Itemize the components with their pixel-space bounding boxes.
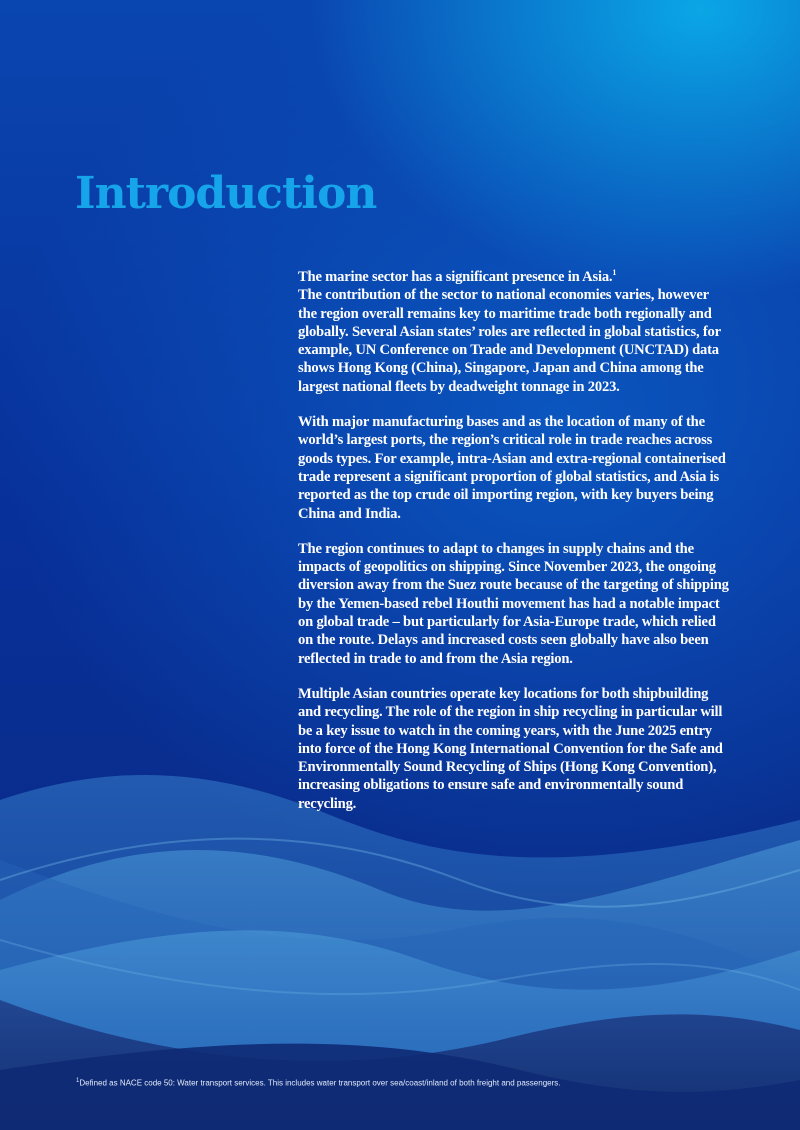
page-title: Introduction	[75, 168, 377, 219]
paragraph-1-lead: The marine sector has a significant presence in Asia.	[298, 269, 613, 285]
footnote-reference: 1	[612, 268, 617, 278]
paragraph-4: Multiple Asian countries operate key locations for both shipbuilding and recycling. The role of the region in ship recycling in particular will be a key issue to watch in the coming years, with the June 2025 entry into force of the Hong Kong International Convention for the Safe and Environmentally Sound Recycling of Ships (Hong Kong Convention), increasing obligations to ensure safe and environmentally sound recycling.	[298, 685, 723, 812]
footnote-marker: 1	[76, 1078, 80, 1084]
paragraph-3: The region continues to adapt to changes in supply chains and the impacts of geopolitics on shipping. Since November 2023, the ongoing diversion away from the Suez route because of the targeting of shipping by the Yemen-based rebel Houthi movement has had a notable impact on global trade – but particularly for Asia-Europe trade, which relied on the route. Delays and increased costs seen globally have also been reflected in trade to and from the Asia region.	[298, 540, 729, 667]
paragraph-1-text: The contribution of the sector to national economies varies, however the region overall remains key to maritime trade both regionally and globally. Several Asian states’ roles are reflected in global statistics, for example, UN Conference on Trade and Development (UNCTAD) data shows Hong Kong (China), Singapore, Japan and China among the largest national fleets by deadweight tonnage in 2023.	[298, 287, 721, 395]
footnote-text: Defined as NACE code 50: Water transport services. This includes water transport over sea/coast/inland of both freight and passengers.	[79, 1078, 561, 1088]
paragraph-2: With major manufacturing bases and as the location of many of the world’s largest ports, the region’s critical role in trade reaches across goods types. For example, intra-Asian and extra-regional containerised trade represent a significant proportion of global statistics, and Asia is reported as the top crude oil importing region, with key buyers being China and India.	[298, 414, 726, 522]
paragraph-1	[298, 268, 730, 396]
introduction-body	[298, 268, 730, 830]
footnote	[76, 1078, 776, 1088]
